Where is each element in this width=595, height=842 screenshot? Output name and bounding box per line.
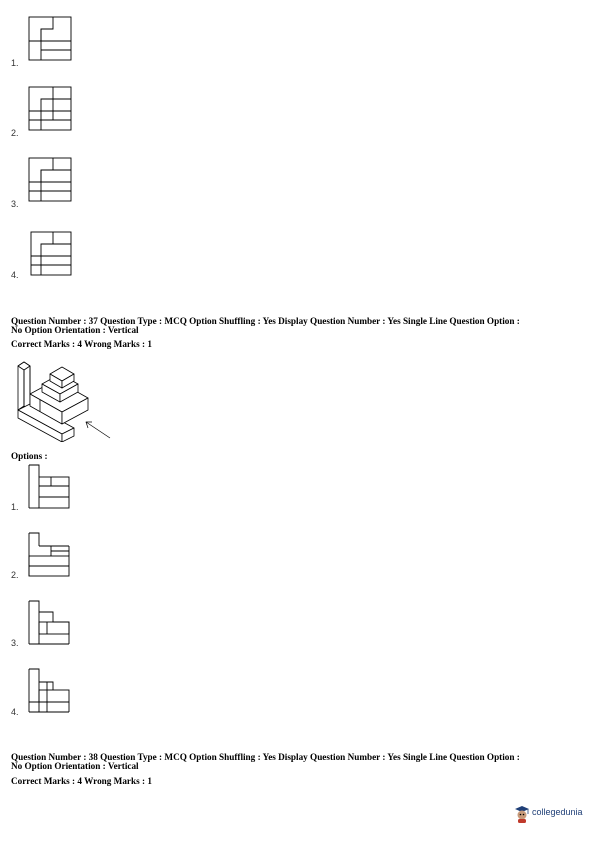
- prev-option-3-number: 3.: [11, 199, 19, 209]
- q37-option-1-figure: [27, 464, 73, 510]
- q38-header-line2: No Option Orientation : Vertical: [11, 761, 139, 771]
- logo-wordmark: collegedunia: [532, 807, 583, 817]
- prev-option-1-number: 1.: [11, 58, 19, 68]
- q37-option-3-number: 3.: [11, 638, 19, 648]
- q38-marks: Correct Marks : 4 Wrong Marks : 1: [11, 776, 152, 786]
- q37-marks: Correct Marks : 4 Wrong Marks : 1: [11, 339, 152, 349]
- logo-tagline: [532, 817, 583, 820]
- q38-header: [11, 753, 586, 771]
- q37-option-2-number: 2.: [11, 570, 19, 580]
- prev-option-1-figure: [27, 16, 73, 62]
- prev-option-4-number: 4.: [11, 270, 19, 280]
- q37-header-line2: No Option Orientation : Vertical: [11, 325, 139, 335]
- q37-option-3-figure: [27, 600, 73, 646]
- prev-option-4-figure: [27, 231, 73, 277]
- q37-isometric-figure: [12, 350, 117, 442]
- prev-option-2-figure: [27, 86, 73, 132]
- q37-header: [11, 317, 586, 335]
- q38-header-line1: Question Number : 38 Question Type : MCQ Option Shuffling : Yes Display Question Number : Yes Single Line Question Option :: [11, 752, 520, 762]
- prev-option-3-figure: [27, 157, 73, 203]
- collegedunia-logo: [514, 805, 583, 823]
- q37-options-label: Options :: [11, 451, 48, 461]
- graduate-mascot-icon: [514, 805, 530, 823]
- q37-option-1-number: 1.: [11, 502, 19, 512]
- q37-option-2-figure: [27, 532, 73, 578]
- prev-option-2-number: 2.: [11, 128, 19, 138]
- q37-option-4-number: 4.: [11, 707, 19, 717]
- q37-option-4-figure: [27, 668, 73, 714]
- q37-header-line1: Question Number : 37 Question Type : MCQ Option Shuffling : Yes Display Question Number : Yes Single Line Question Option :: [11, 316, 520, 326]
